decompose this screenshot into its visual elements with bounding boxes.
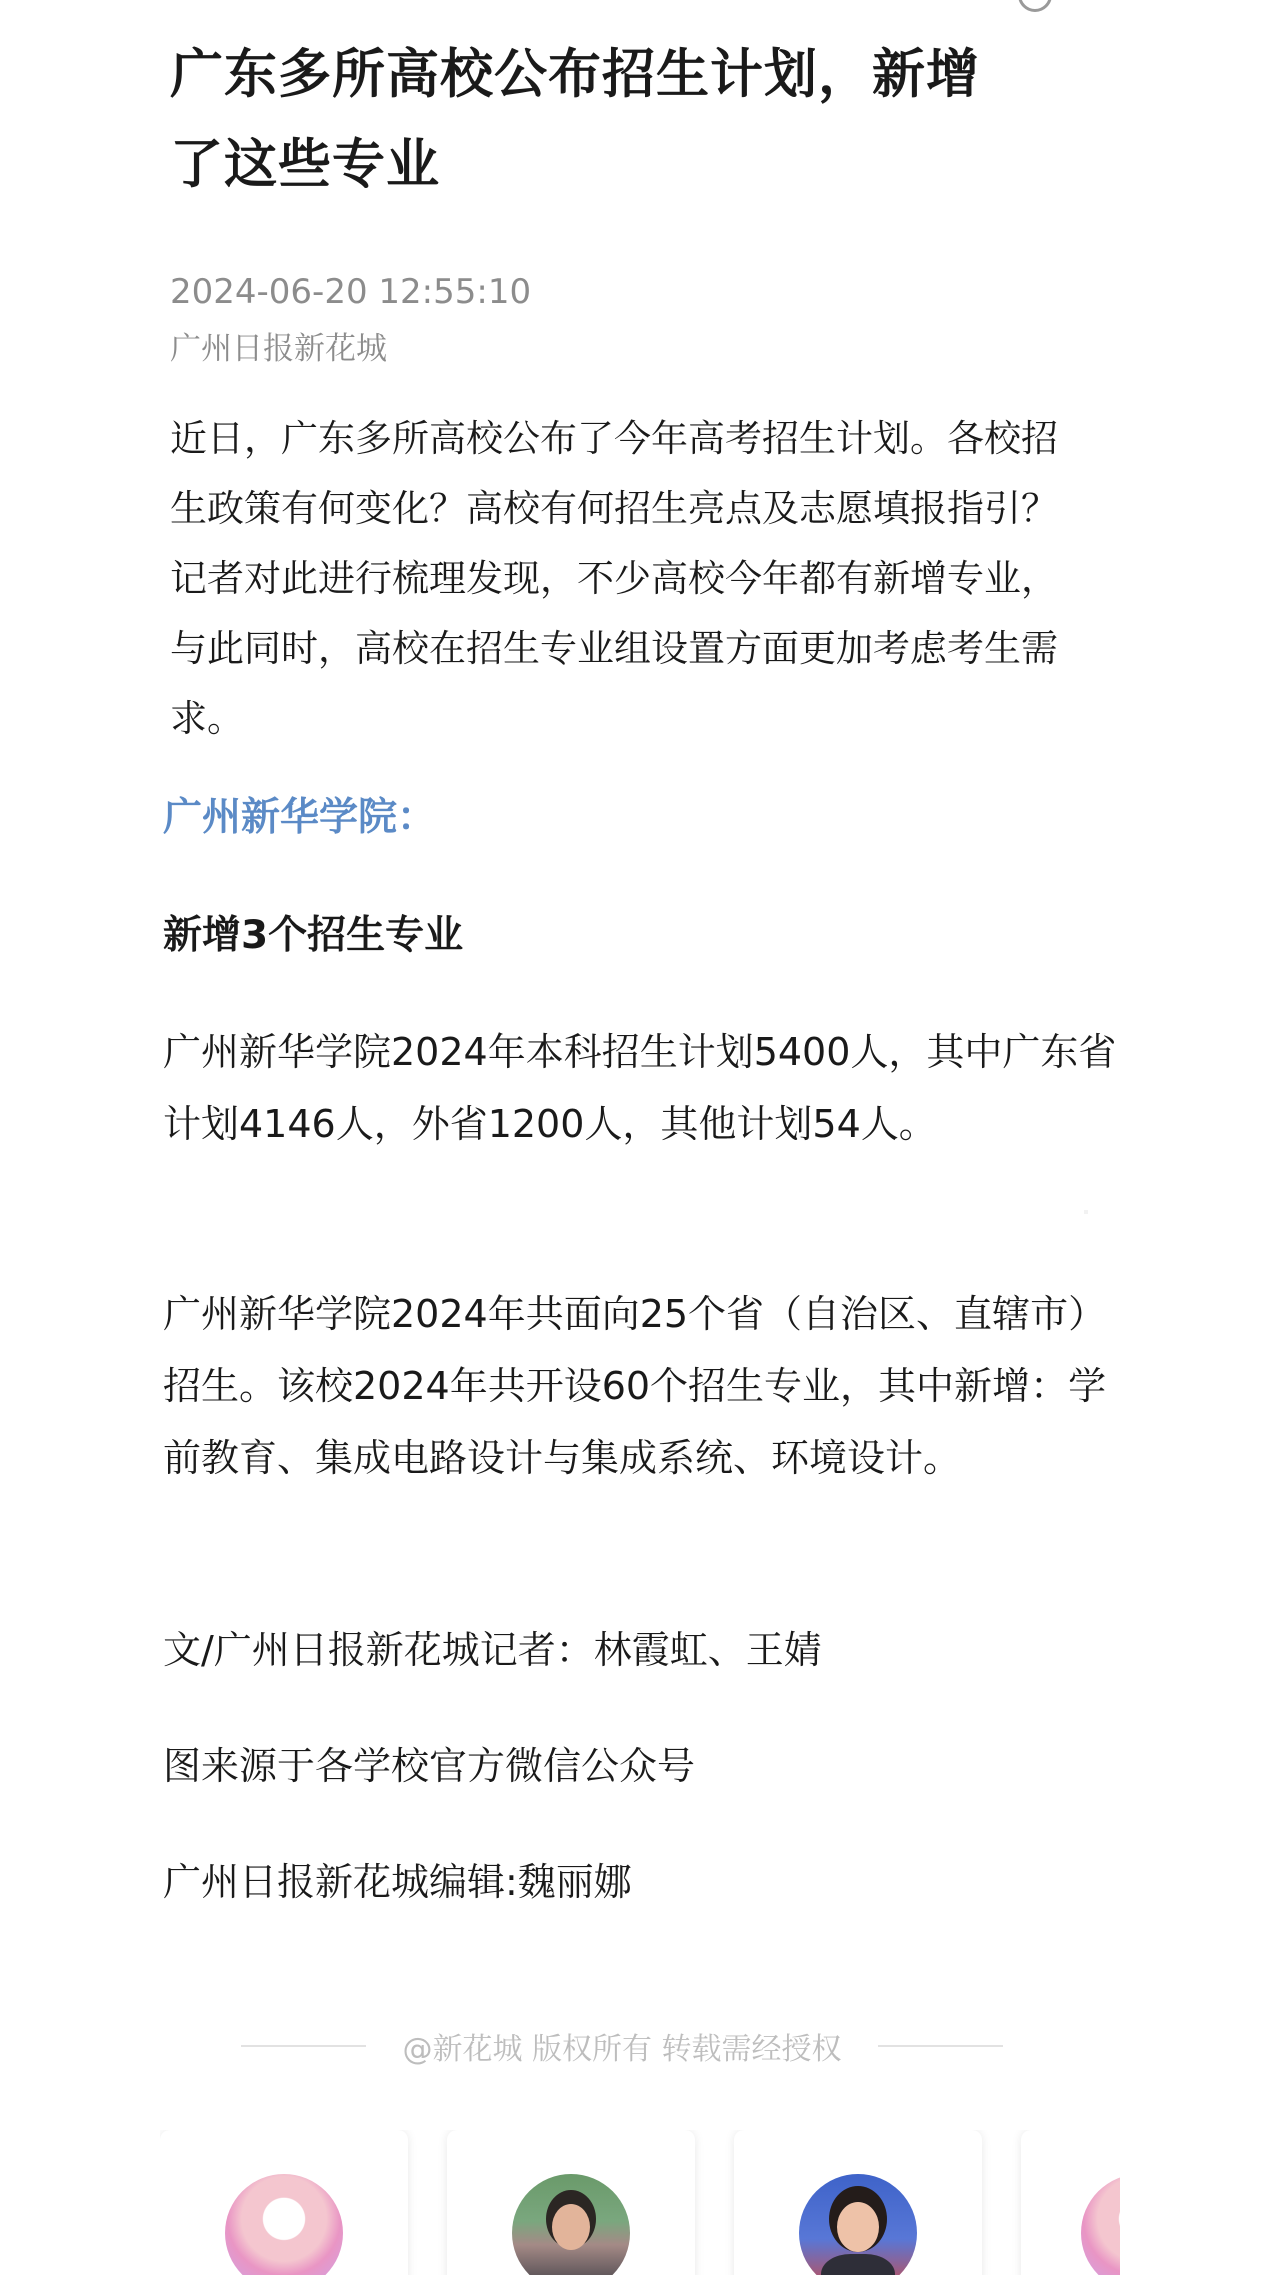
related-card[interactable]: [447, 2130, 695, 2275]
image-credit: 图来源于各学校官方微信公众号: [163, 1744, 696, 1788]
divider-left: [241, 2045, 366, 2047]
divider-right: [878, 2045, 1003, 2047]
close-icon[interactable]: [1018, 0, 1052, 12]
related-strip[interactable]: [160, 2130, 1120, 2275]
article-title: 广东多所高校公布招生计划，新增了这些专业: [170, 44, 980, 195]
section-heading: 广州新华学院：: [163, 795, 437, 840]
decorative-dot: [1084, 1210, 1088, 1214]
publish-date: 2024-06-20 12:55:10: [170, 272, 532, 312]
related-card[interactable]: [160, 2130, 408, 2275]
related-card[interactable]: [734, 2130, 982, 2275]
subheading: 新增3个招生专业: [163, 913, 464, 958]
avatar-body: [821, 2254, 895, 2275]
body-paragraph: 广州新华学院2024年共面向25个省（自治区、直辖市）招生。该校2024年共开设60个招生专业，其中新增：学前教育、集成电路设计与集成系统、环境设计。: [163, 1292, 1107, 1480]
body-paragraph: 广州新华学院2024年本科招生计划5400人，其中广东省计划4146人，外省1200人，其他计划54人。: [163, 1030, 1117, 1146]
default-avatar-icon: [1081, 2174, 1120, 2275]
lead-paragraph: 近日，广东多所高校公布了今年高考招生计划。各校招生政策有何变化？高校有何招生亮点及志愿填报指引？记者对此进行梳理发现，不少高校今年都有新增专业，与此同时，高校在招生专业组设置方面更加考虑考生需求。: [170, 417, 1058, 740]
person-photo-avatar: [512, 2174, 630, 2275]
default-avatar-icon: [225, 2174, 343, 2275]
reporter-credit: 文/广州日报新花城记者：林霞虹、王婧: [163, 1628, 822, 1672]
avatar-head: [837, 2202, 879, 2252]
article-source: 广州日报新花城: [170, 331, 387, 367]
related-card[interactable]: [1021, 2130, 1120, 2275]
editor-credit: 广州日报新花城编辑:魏丽娜: [163, 1860, 632, 1904]
copyright-text: @新花城 版权所有 转载需经授权: [402, 2032, 842, 2067]
person-photo-avatar: [799, 2174, 917, 2275]
copyright-row: [222, 2024, 1022, 2068]
avatar-head: [552, 2204, 590, 2250]
